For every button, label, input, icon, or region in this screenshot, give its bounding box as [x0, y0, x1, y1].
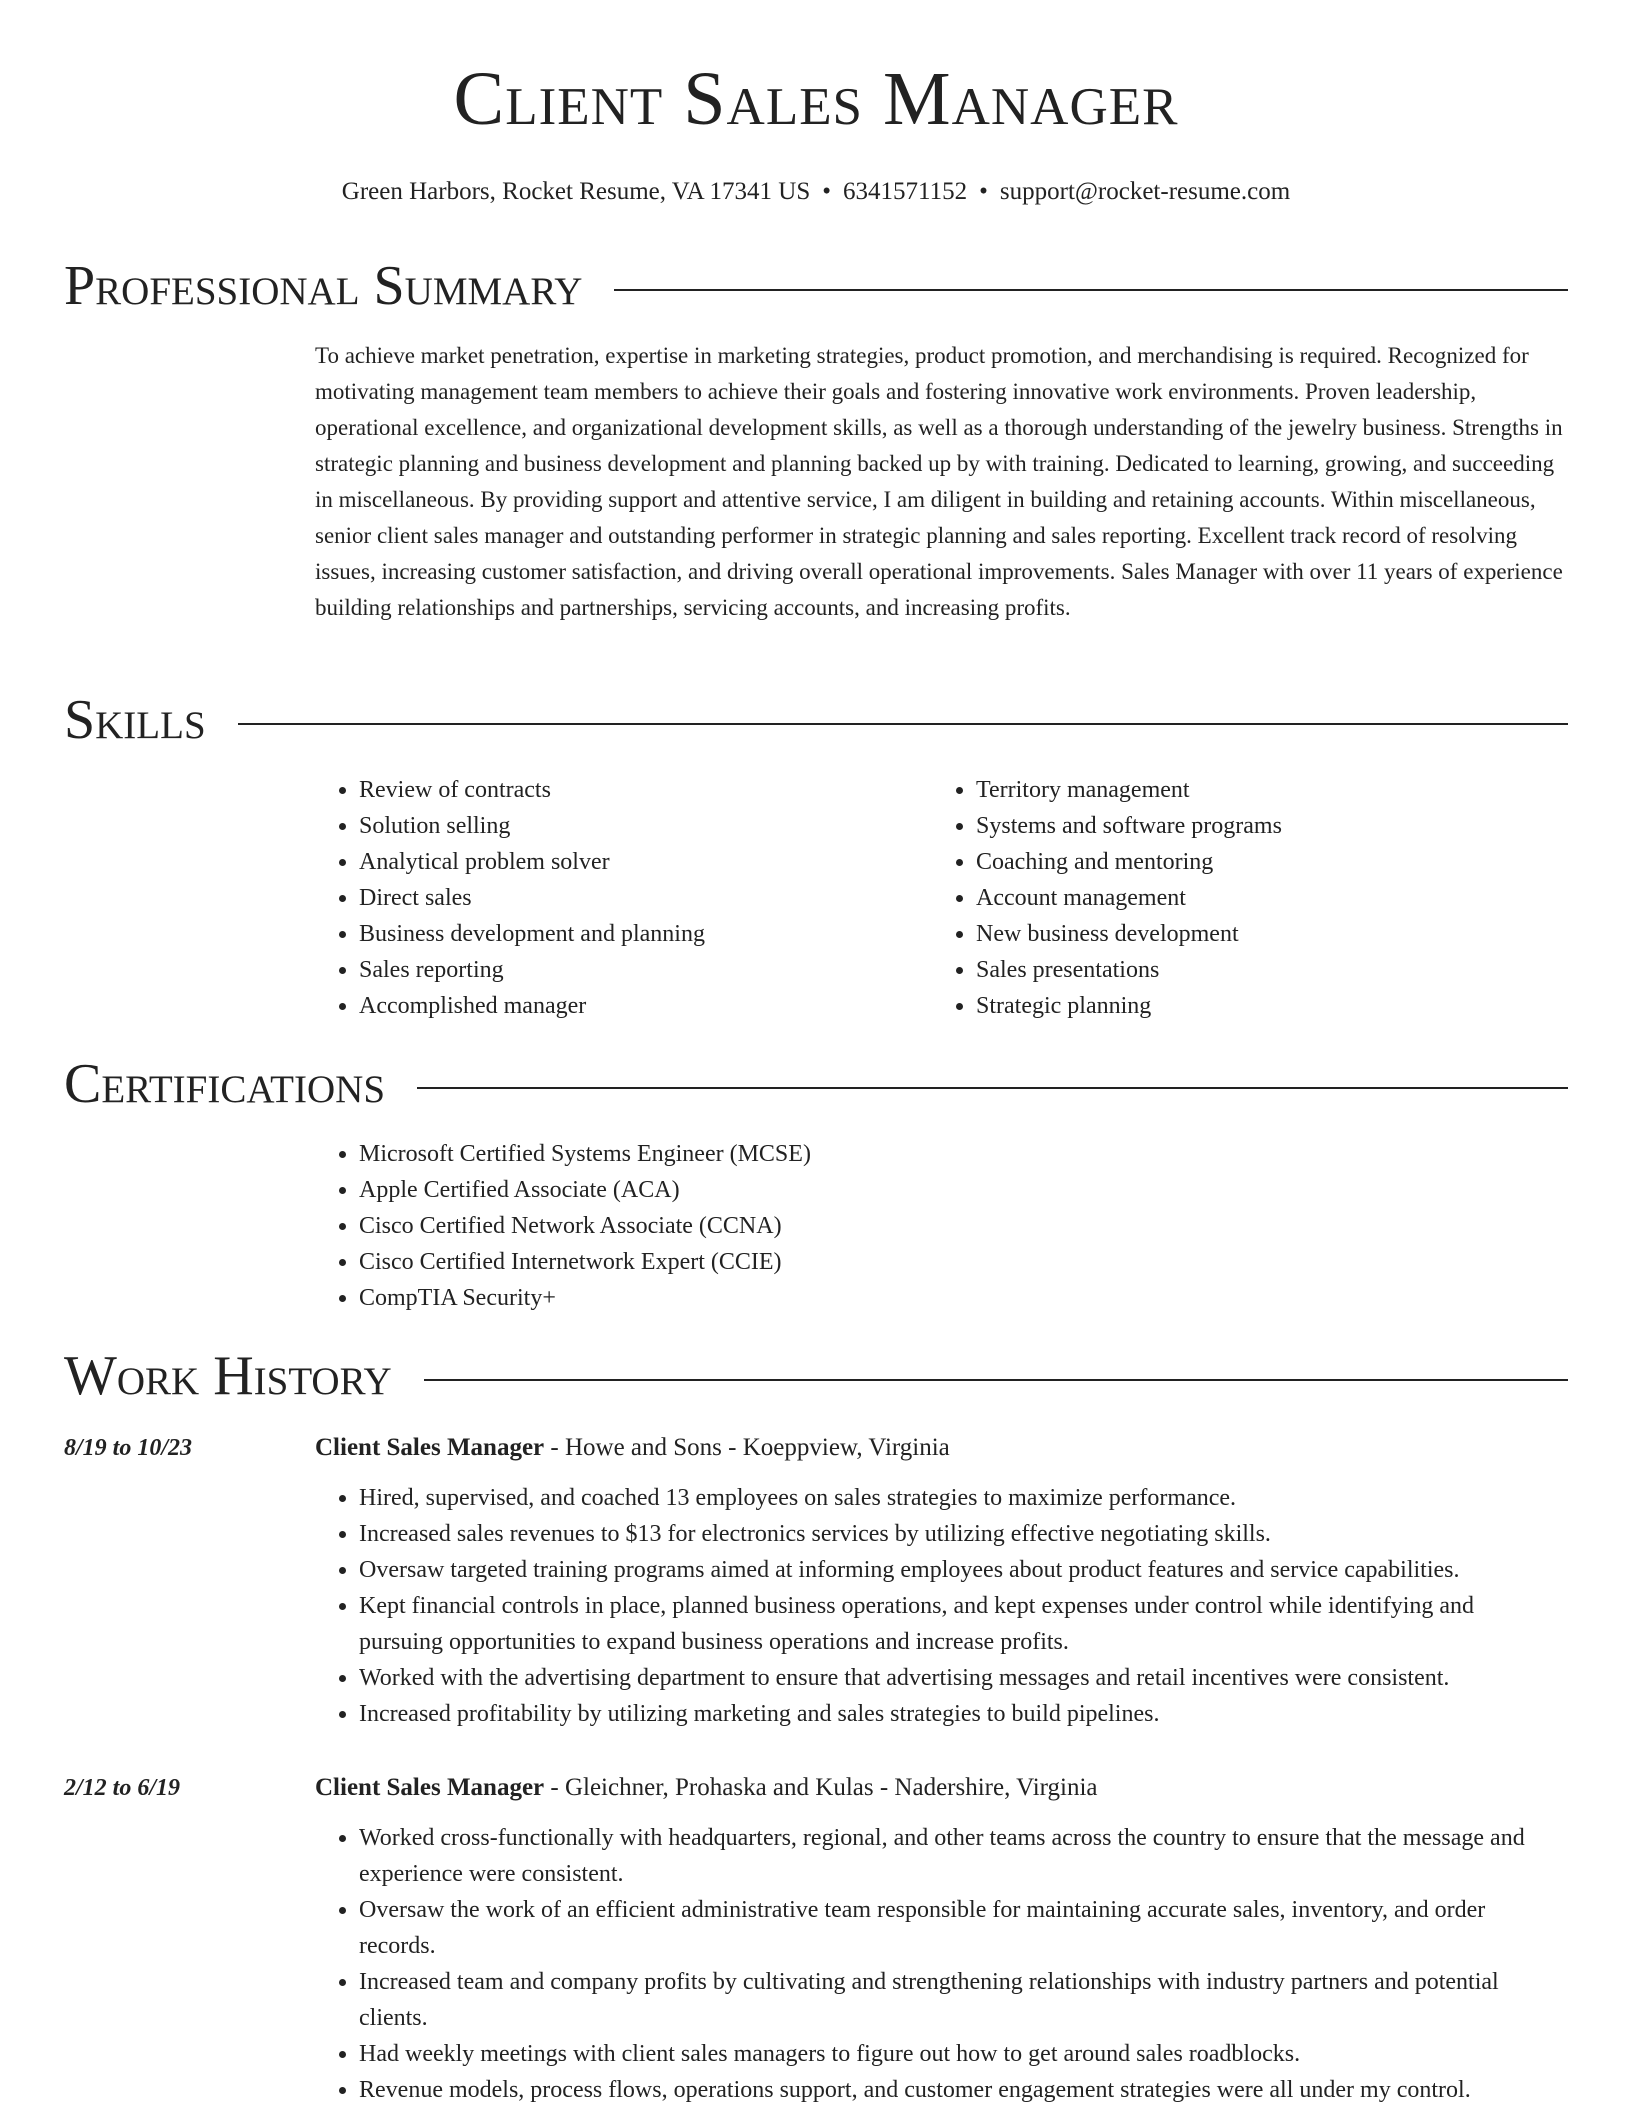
section-divider [424, 1379, 1568, 1381]
skills-column-left [315, 772, 705, 1024]
job-bullet: • Worked with the advertising department to ensure that advertising messages and retail incentives were consistent. [359, 1660, 1548, 1696]
job-bullet: • Hired, supervised, and coached 13 employees on sales strategies to maximize performance. [359, 1480, 1548, 1516]
contact-address: Green Harbors, Rocket Resume, VA 17341 US [341, 178, 811, 205]
skill-item: • Business development and planning [359, 916, 705, 952]
skills-section-title: Skills [64, 689, 206, 751]
work-history-section-title: Work History [64, 1345, 392, 1407]
skill-item: • Accomplished manager [359, 988, 705, 1024]
skill-item: • Strategic planning [976, 988, 1282, 1024]
contact-email: support@rocket-resume.com [999, 178, 1291, 205]
skills-list-right [932, 772, 1282, 1024]
contact-line [0, 176, 1632, 209]
contact-phone: 6341571152 [843, 178, 968, 205]
certifications-section-title: Certifications [64, 1053, 386, 1115]
job-company: - Gleichner, Prohaska and Kulas - Nadershire, Virginia [544, 1774, 1098, 1801]
summary-section-title: Professional Summary [64, 255, 583, 317]
section-divider [417, 1087, 1568, 1089]
job-bullets [315, 1820, 1548, 2108]
job-bullet: • Increased sales revenues to $13 for electronics services by utilizing effective negotiating skills. [359, 1516, 1548, 1552]
certification-item: • Apple Certified Associate (ACA) [359, 1172, 811, 1208]
certification-item: • Cisco Certified Internetwork Expert (CCIE) [359, 1244, 811, 1280]
job-bullet: • Increased team and company profits by cultivating and strengthening relationships with industry partners and potential clients. [359, 1964, 1548, 2036]
job-title-line [315, 1770, 1568, 1806]
summary-section-header [64, 256, 1568, 318]
candidate-name: Client Sales Manager [453, 57, 1179, 141]
certification-item: • CompTIA Security+ [359, 1280, 811, 1316]
skill-item: • Systems and software programs [976, 808, 1282, 844]
skill-item: • Coaching and mentoring [976, 844, 1282, 880]
skill-item: • Direct sales [359, 880, 705, 916]
skill-item: • Analytical problem solver [359, 844, 705, 880]
summary-text: To achieve market penetration, expertise in marketing strategies, product promotion, and merchandising is required. Recognized for motivating management team members to achieve their goals and fostering innovative work environments. Proven leadership, operational excellence, and organizational development skills, as well as a thorough understanding of the jewelry business. Strengths in strategic planning and business development and planning backed up by with training. Dedicated to learning, growing, and succeeding in miscellaneous. By providing support and attentive service, I am diligent in building and retaining accounts. Within miscellaneous, senior client sales manager and outstanding performer in strategic planning and sales reporting. Excellent track record of resolving issues, increasing customer satisfaction, and driving overall operational improvements. Sales Manager with over 11 years of experience building relationships and partnerships, servicing accounts, and increasing profits. [315, 343, 1563, 620]
job-dates: 2/12 to 6/19 [64, 1775, 181, 1801]
job-company: - Howe and Sons - Koeppview, Virginia [544, 1434, 950, 1461]
certification-item: • Cisco Certified Network Associate (CCNA) [359, 1208, 811, 1244]
skill-item: • Sales presentations [976, 952, 1282, 988]
job-bullet: • Worked cross-functionally with headquarters, regional, and other teams across the country to ensure that the message and experience were consistent. [359, 1820, 1548, 1892]
skills-section-header [64, 690, 1568, 752]
certifications-block [315, 1136, 811, 1316]
skills-list-left [315, 772, 705, 1024]
job-bullet: • Oversaw the work of an efficient administrative team responsible for maintaining accurate sales, inventory, and order records. [359, 1892, 1548, 1964]
job-bullet: • Revenue models, process flows, operations support, and customer engagement strategies were all under my control. [359, 2072, 1548, 2108]
certifications-list [315, 1136, 811, 1316]
section-divider [614, 289, 1568, 291]
skill-item: • Solution selling [359, 808, 705, 844]
skill-item: • New business development [976, 916, 1282, 952]
job-title: Client Sales Manager [315, 1774, 545, 1801]
section-divider [238, 723, 1568, 725]
contact-separator: • [822, 178, 832, 205]
skill-item: • Sales reporting [359, 952, 705, 988]
skills-column-right [932, 772, 1282, 1024]
skill-item: • Territory management [976, 772, 1282, 808]
job-bullets [315, 1480, 1548, 1732]
skill-item: • Review of contracts [359, 772, 705, 808]
contact-separator: • [979, 178, 988, 205]
job-bullet: • Oversaw targeted training programs aimed at informing employees about product features and service capabilities. [359, 1552, 1548, 1588]
job-title-line [315, 1430, 1568, 1466]
skill-item: • Account management [976, 880, 1282, 916]
certifications-section-header [64, 1054, 1568, 1116]
job-bullet: • Increased profitability by utilizing marketing and sales strategies to build pipelines. [359, 1696, 1548, 1732]
job-dates: 8/19 to 10/23 [64, 1435, 193, 1461]
job-title: Client Sales Manager [315, 1434, 545, 1461]
job-bullet: • Had weekly meetings with client sales managers to figure out how to get around sales roadblocks. [359, 2036, 1548, 2072]
work-history-section-header [64, 1346, 1568, 1408]
certification-item: • Microsoft Certified Systems Engineer (MCSE) [359, 1136, 811, 1172]
job-bullet: • Kept financial controls in place, planned business operations, and kept expenses under control while identifying and pursuing opportunities to expand business operations and increase profits. [359, 1588, 1548, 1660]
